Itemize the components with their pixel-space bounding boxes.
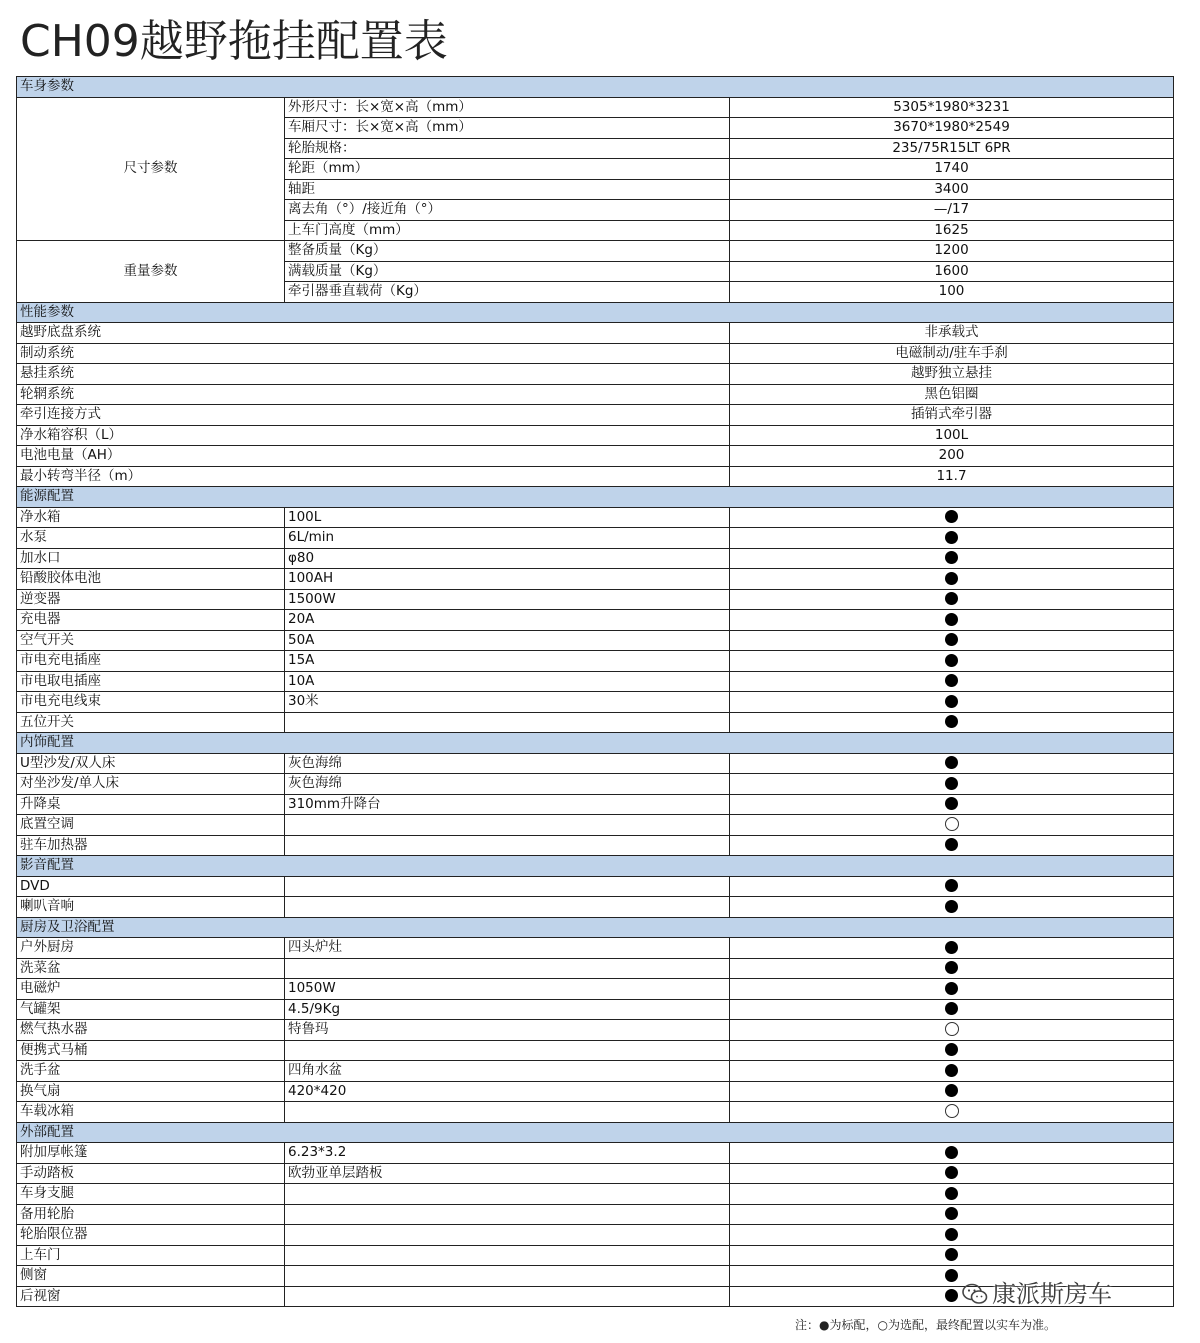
feature-spec: 1500W [285, 589, 730, 610]
feature-spec: 4.5/9Kg [285, 999, 730, 1020]
param-value: 100L [730, 425, 1174, 446]
param-value: 插销式牵引器 [730, 405, 1174, 426]
feature-availability [730, 507, 1174, 528]
feature-spec [285, 1102, 730, 1123]
standard-dot-icon [945, 1002, 958, 1015]
feature-availability [730, 548, 1174, 569]
table-row [17, 97, 1174, 118]
section-header-row [17, 1122, 1174, 1143]
table-row [17, 876, 1174, 897]
standard-dot-icon [945, 1043, 958, 1056]
table-row [17, 446, 1174, 467]
feature-name: 水泵 [17, 528, 285, 549]
standard-dot-icon [945, 900, 958, 913]
feature-name: 逆变器 [17, 589, 285, 610]
feature-availability [730, 938, 1174, 959]
table-row [17, 548, 1174, 569]
feature-name: 加水口 [17, 548, 285, 569]
feature-spec: 6L/min [285, 528, 730, 549]
feature-spec: 100L [285, 507, 730, 528]
standard-dot-icon [945, 1166, 958, 1179]
watermark-text [958, 1277, 1112, 1311]
param-name: 离去角（°）/接近角（°） [285, 200, 730, 221]
feature-spec [285, 712, 730, 733]
feature-spec: 特鲁玛 [285, 1020, 730, 1041]
table-row [17, 835, 1174, 856]
feature-name: 气罐架 [17, 999, 285, 1020]
optional-circle-icon [945, 817, 959, 831]
table-row [17, 1184, 1174, 1205]
standard-dot-icon [945, 941, 958, 954]
table-row [17, 466, 1174, 487]
feature-spec: 灰色海绵 [285, 774, 730, 795]
table-row [17, 753, 1174, 774]
feature-availability [730, 671, 1174, 692]
feature-name: 后视窗 [17, 1286, 285, 1307]
feature-name: 净水箱 [17, 507, 285, 528]
feature-spec: 310mm升降台 [285, 794, 730, 815]
param-value: 电磁制动/驻车手刹 [730, 343, 1174, 364]
table-row [17, 1163, 1174, 1184]
standard-dot-icon [945, 633, 958, 646]
feature-name: 燃气热水器 [17, 1020, 285, 1041]
feature-name: 空气开关 [17, 630, 285, 651]
feature-availability [730, 651, 1174, 672]
feature-spec: 50A [285, 630, 730, 651]
feature-availability [730, 630, 1174, 651]
feature-availability [730, 958, 1174, 979]
table-row [17, 1225, 1174, 1246]
standard-dot-icon [945, 797, 958, 810]
feature-spec [285, 835, 730, 856]
feature-availability [730, 712, 1174, 733]
param-name: 悬挂系统 [17, 364, 730, 385]
feature-spec: 1050W [285, 979, 730, 1000]
table-row [17, 1040, 1174, 1061]
feature-name: DVD [17, 876, 285, 897]
section-header-row [17, 856, 1174, 877]
section-header-row [17, 917, 1174, 938]
table-row [17, 1143, 1174, 1164]
feature-name: 轮胎限位器 [17, 1225, 285, 1246]
feature-spec: 15A [285, 651, 730, 672]
table-row [17, 1204, 1174, 1225]
standard-dot-icon [945, 961, 958, 974]
standard-dot-icon [945, 613, 958, 626]
feature-spec: 30米 [285, 692, 730, 713]
section-header: 性能参数 [17, 302, 1174, 323]
feature-name: 洗菜盆 [17, 958, 285, 979]
param-name: 轮辋系统 [17, 384, 730, 405]
feature-name: 喇叭音响 [17, 897, 285, 918]
table-row [17, 1061, 1174, 1082]
feature-availability [730, 1040, 1174, 1061]
param-value: 100 [730, 282, 1174, 303]
table-row [17, 589, 1174, 610]
section-header: 外部配置 [17, 1122, 1174, 1143]
feature-name: 上车门 [17, 1245, 285, 1266]
standard-dot-icon [945, 1228, 958, 1241]
feature-availability [730, 1143, 1174, 1164]
feature-name: 换气扇 [17, 1081, 285, 1102]
param-name: 制动系统 [17, 343, 730, 364]
section-header-row [17, 487, 1174, 508]
feature-name: U型沙发/双人床 [17, 753, 285, 774]
feature-name: 车身支腿 [17, 1184, 285, 1205]
standard-dot-icon [945, 654, 958, 667]
param-value: 1600 [730, 261, 1174, 282]
feature-name: 铅酸胶体电池 [17, 569, 285, 590]
param-value: 200 [730, 446, 1174, 467]
param-name: 越野底盘系统 [17, 323, 730, 344]
feature-spec [285, 1266, 730, 1287]
table-row [17, 343, 1174, 364]
param-value: 越野独立悬挂 [730, 364, 1174, 385]
feature-name: 底置空调 [17, 815, 285, 836]
table-row [17, 323, 1174, 344]
page-title: CH09越野拖挂配置表 [20, 16, 448, 67]
table-row [17, 610, 1174, 631]
feature-spec: 100AH [285, 569, 730, 590]
table-row [17, 938, 1174, 959]
feature-name: 电磁炉 [17, 979, 285, 1000]
feature-spec: 20A [285, 610, 730, 631]
feature-availability [730, 1020, 1174, 1041]
standard-dot-icon [945, 838, 958, 851]
table-row [17, 630, 1174, 651]
feature-name: 附加厚帐篷 [17, 1143, 285, 1164]
standard-dot-icon [945, 592, 958, 605]
table-row [17, 712, 1174, 733]
feature-availability [730, 1102, 1174, 1123]
param-name: 净水箱容积（L） [17, 425, 730, 446]
feature-availability [730, 569, 1174, 590]
table-row [17, 1020, 1174, 1041]
param-value: 5305*1980*3231 [730, 97, 1174, 118]
param-name: 轴距 [285, 179, 730, 200]
param-name: 最小转弯半径（m） [17, 466, 730, 487]
feature-spec [285, 897, 730, 918]
table-row [17, 1102, 1174, 1123]
feature-spec: 420*420 [285, 1081, 730, 1102]
standard-dot-icon [945, 982, 958, 995]
param-value: 235/75R15LT 6PR [730, 138, 1174, 159]
feature-spec: φ80 [285, 548, 730, 569]
feature-availability [730, 692, 1174, 713]
feature-availability [730, 753, 1174, 774]
standard-dot-icon [945, 1146, 958, 1159]
section-header: 能源配置 [17, 487, 1174, 508]
table-row [17, 507, 1174, 528]
param-value: 11.7 [730, 466, 1174, 487]
param-value: 3400 [730, 179, 1174, 200]
table-row [17, 897, 1174, 918]
feature-spec [285, 1204, 730, 1225]
feature-name: 升降桌 [17, 794, 285, 815]
feature-name: 五位开关 [17, 712, 285, 733]
feature-name: 市电取电插座 [17, 671, 285, 692]
feature-spec [285, 815, 730, 836]
feature-spec: 10A [285, 671, 730, 692]
feature-availability [730, 876, 1174, 897]
feature-availability [730, 610, 1174, 631]
feature-availability [730, 815, 1174, 836]
feature-spec [285, 1245, 730, 1266]
table-row [17, 651, 1174, 672]
feature-spec [285, 876, 730, 897]
feature-spec: 欧勃亚单层踏板 [285, 1163, 730, 1184]
feature-spec [285, 958, 730, 979]
param-name: 轮胎规格： [285, 138, 730, 159]
footnote: 注：●为标配，○为选配，最终配置以实车为准。 [795, 1318, 1056, 1332]
feature-spec [285, 1286, 730, 1307]
feature-spec [285, 1184, 730, 1205]
group-label: 尺寸参数 [17, 97, 285, 241]
section-header: 内饰配置 [17, 733, 1174, 754]
table-row [17, 692, 1174, 713]
feature-name: 车载冰箱 [17, 1102, 285, 1123]
feature-availability [730, 999, 1174, 1020]
feature-spec [285, 1040, 730, 1061]
feature-name: 手动踏板 [17, 1163, 285, 1184]
section-header: 车身参数 [17, 77, 1174, 98]
feature-name: 对坐沙发/单人床 [17, 774, 285, 795]
param-name: 外形尺寸：长×宽×高（mm） [285, 97, 730, 118]
param-name: 整备质量（Kg） [285, 241, 730, 262]
feature-availability [730, 1204, 1174, 1225]
standard-dot-icon [945, 674, 958, 687]
standard-dot-icon [945, 531, 958, 544]
feature-name: 侧窗 [17, 1266, 285, 1287]
param-name: 满载质量（Kg） [285, 261, 730, 282]
feature-availability [730, 835, 1174, 856]
standard-dot-icon [945, 1269, 958, 1282]
table-row [17, 384, 1174, 405]
section-header-row [17, 733, 1174, 754]
standard-dot-icon [945, 756, 958, 769]
param-value: 1740 [730, 159, 1174, 180]
config-table [16, 76, 1174, 1307]
table-row [17, 671, 1174, 692]
table-row [17, 241, 1174, 262]
standard-dot-icon [945, 695, 958, 708]
feature-availability [730, 979, 1174, 1000]
feature-name: 市电充电线束 [17, 692, 285, 713]
watermark-label: 康派斯房车 [992, 1280, 1112, 1308]
param-name: 电池电量（AH） [17, 446, 730, 467]
table-row [17, 958, 1174, 979]
feature-availability [730, 1225, 1174, 1246]
section-header-row [17, 77, 1174, 98]
feature-name: 便携式马桶 [17, 1040, 285, 1061]
feature-availability [730, 1245, 1174, 1266]
table-row [17, 528, 1174, 549]
feature-name: 户外厨房 [17, 938, 285, 959]
standard-dot-icon [945, 1187, 958, 1200]
standard-dot-icon [945, 1064, 958, 1077]
feature-spec: 四角水盆 [285, 1061, 730, 1082]
standard-dot-icon [945, 777, 958, 790]
param-name: 轮距（mm） [285, 159, 730, 180]
optional-circle-icon [945, 1022, 959, 1036]
table-row [17, 569, 1174, 590]
table-row [17, 815, 1174, 836]
feature-name: 市电充电插座 [17, 651, 285, 672]
feature-spec: 四头炉灶 [285, 938, 730, 959]
standard-dot-icon [945, 1084, 958, 1097]
feature-availability [730, 897, 1174, 918]
table-row [17, 794, 1174, 815]
feature-spec: 灰色海绵 [285, 753, 730, 774]
param-value: 黑色铝圈 [730, 384, 1174, 405]
feature-spec [285, 1225, 730, 1246]
optional-circle-icon [945, 1104, 959, 1118]
standard-dot-icon [945, 715, 958, 728]
param-value: —/17 [730, 200, 1174, 221]
feature-availability [730, 589, 1174, 610]
param-value: 3670*1980*2549 [730, 118, 1174, 139]
feature-availability [730, 794, 1174, 815]
section-header: 影音配置 [17, 856, 1174, 877]
feature-name: 充电器 [17, 610, 285, 631]
param-name: 牵引器垂直载荷（Kg） [285, 282, 730, 303]
standard-dot-icon [945, 572, 958, 585]
table-row [17, 425, 1174, 446]
table-row [17, 1081, 1174, 1102]
standard-dot-icon [945, 510, 958, 523]
table-row [17, 999, 1174, 1020]
table-row [17, 364, 1174, 385]
section-header-row [17, 302, 1174, 323]
feature-availability [730, 1081, 1174, 1102]
feature-availability [730, 1163, 1174, 1184]
table-row [17, 979, 1174, 1000]
param-value: 非承载式 [730, 323, 1174, 344]
param-name: 车厢尺寸：长×宽×高（mm） [285, 118, 730, 139]
section-header: 厨房及卫浴配置 [17, 917, 1174, 938]
feature-name: 洗手盆 [17, 1061, 285, 1082]
feature-spec: 6.23*3.2 [285, 1143, 730, 1164]
standard-dot-icon [945, 551, 958, 564]
feature-availability [730, 774, 1174, 795]
feature-availability [730, 528, 1174, 549]
feature-name: 备用轮胎 [17, 1204, 285, 1225]
table-row [17, 774, 1174, 795]
standard-dot-icon [945, 1289, 958, 1302]
feature-name: 驻车加热器 [17, 835, 285, 856]
standard-dot-icon [945, 1207, 958, 1220]
table-row [17, 1245, 1174, 1266]
param-name: 牵引连接方式 [17, 405, 730, 426]
param-name: 上车门高度（mm） [285, 220, 730, 241]
table-row [17, 405, 1174, 426]
standard-dot-icon [945, 879, 958, 892]
feature-availability [730, 1061, 1174, 1082]
param-value: 1625 [730, 220, 1174, 241]
standard-dot-icon [945, 1248, 958, 1261]
feature-availability [730, 1184, 1174, 1205]
param-value: 1200 [730, 241, 1174, 262]
group-label: 重量参数 [17, 241, 285, 303]
